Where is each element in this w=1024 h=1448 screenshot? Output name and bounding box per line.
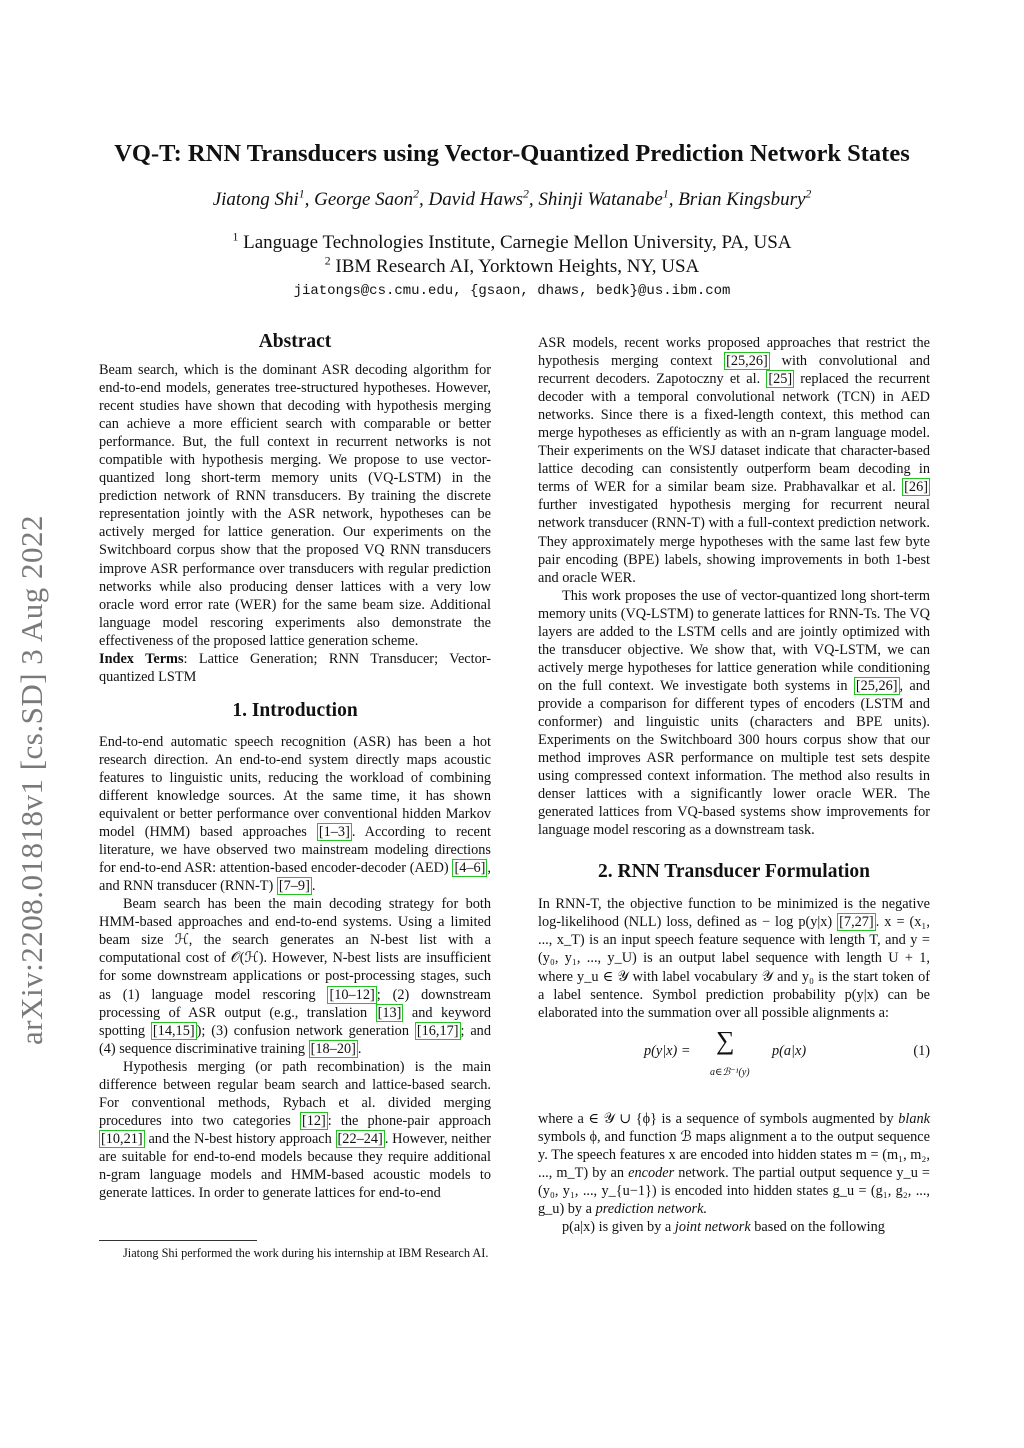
author-aff: 1 xyxy=(298,187,305,201)
rnnt-paragraph-3 xyxy=(538,1218,930,1236)
footnote-rule xyxy=(99,1240,257,1241)
text-span: In RNN-T, the objective function to be minimized is the negative log-likelihood (NLL) loss, defined as − log p(y|x) xyxy=(538,896,930,931)
text-span: and the N-best history approach xyxy=(144,1130,336,1147)
text-span: . xyxy=(311,878,316,895)
citation-link[interactable]: [10,21] xyxy=(101,1130,143,1147)
text-span: and keyword spotting xyxy=(99,1004,491,1039)
right-column xyxy=(538,334,930,1236)
author-aff: 2 xyxy=(523,187,529,201)
author-name: Brian Kingsbury xyxy=(678,189,806,210)
summation-subscript: a∈ℬ⁻¹(y) xyxy=(710,1066,750,1078)
author-name: David Haws xyxy=(428,189,524,210)
citation-link[interactable]: [1–3] xyxy=(318,824,350,841)
text-span: joint network xyxy=(674,1218,751,1235)
intro-paragraph-3 xyxy=(99,1058,491,1202)
author-name: Shinji Watanabe xyxy=(538,189,663,210)
rnnt-paragraph-2 xyxy=(538,1110,930,1218)
citation-link[interactable]: [14,15] xyxy=(152,1022,195,1039)
text-span: ; and (4) sequence discriminative training xyxy=(99,1022,491,1057)
text-span: . However, neither are suitable for end-to-end models because they require additional n-gram language models and HMM-based acoustic models to generate lattices. In order to generate lattices for end-to-end xyxy=(99,1130,491,1202)
author-name: George Saon xyxy=(314,189,414,210)
citation-link[interactable]: [12] xyxy=(301,1112,326,1129)
intro-paragraph-1 xyxy=(99,733,491,895)
equation-lhs: p(y|x) = xyxy=(644,1042,691,1059)
abstract-text: Beam search, which is the dominant ASR decoding algorithm for end-to-end models, generates tree-structured hypotheses. However, recent studies have shown that decoding with hypothesis merging can achieve a more efficient search with comparable or better performance. But, the full context in recurrent networks is not compatible with hypothesis merging. We propose to use vector-quantized long short-term memory units (VQ-LSTM) in the prediction network of RNN transducers. By training the discrete representation jointly with the ASR network, hypotheses can be actively merged for lattice generation. Our experiments on the Switchboard corpus show that the proposed VQ RNN transducers improve ASR performance over transducers with regular prediction networks while also producing denser lattices with a very low oracle word error rate (WER) for the same beam size. Additional language model rescoring experiments also demonstrate the effectiveness of the proposed lattice generation scheme. xyxy=(99,362,491,649)
text-span: symbols ϕ, and function ℬ maps alignment a to the output sequence y. The speech features x are encoded into hidden states m = (m₁, m₂, ..., m_T) by an xyxy=(538,1128,930,1181)
contribution-paragraph xyxy=(538,587,930,840)
text-span: ); (3) confusion network generation xyxy=(196,1022,415,1039)
text-span: encoder xyxy=(628,1164,675,1181)
left-column xyxy=(99,330,491,1202)
text-span: prediction network. xyxy=(595,1200,708,1217)
equation-1 xyxy=(538,1025,930,1098)
author-aff: 2 xyxy=(413,187,420,201)
text-span: : the phone-pair approach xyxy=(327,1112,491,1129)
paper-title: VQ-T: RNN Transducers using Vector-Quantized Prediction Network States xyxy=(114,140,910,167)
citation-link[interactable]: [26] xyxy=(904,479,928,496)
citation-link[interactable]: [16,17] xyxy=(416,1022,459,1039)
rnnt-heading: 2. RNN Transducer Formulation xyxy=(598,861,870,883)
text-span: , and RNN transducer (RNN-T) xyxy=(99,860,491,895)
affiliation-text: IBM Research AI, Yorktown Heights, NY, USA xyxy=(335,256,700,277)
affiliation-1 xyxy=(0,232,1024,254)
author-list: Jiatong Shi$^1$, George Saon$^2$, David Haws$^2$, Shinji Watanabe$^1$, Brian Kingsbury$^2$ xyxy=(212,187,812,210)
text-span: with convolutional and recurrent decoders. Zapotoczny et al. xyxy=(538,353,930,388)
footnote: Jiatong Shi performed the work during his internship at IBM Research AI. xyxy=(123,1246,489,1260)
text-span: Hypothesis merging (or path recombination) is the main difference between regular beam search and lattice-based search. For conventional methods, Rybach et al. divided merging procedures into two categories xyxy=(99,1058,491,1129)
text-span: p(a|x) is given by a xyxy=(562,1218,675,1235)
citation-link[interactable]: [13] xyxy=(377,1004,402,1021)
text-span: replaced the recurrent decoder with a temporal convolutional network (TCN) in AED networks. Since there is a fixed-length context, this method can merge hypotheses as efficiently as with an n-gram language model. Their experiments on the WSJ dataset indicate that character-based lattice decoding can consistently outperform beam decoding in terms of WER for a similar beam size. Prabhavalkar et al. xyxy=(538,371,930,496)
text-span: based on the following xyxy=(750,1218,885,1235)
related-work-paragraph xyxy=(538,334,930,587)
index-terms-label: Index Terms xyxy=(99,650,184,667)
intro-paragraph-2 xyxy=(99,895,491,1057)
text-span: . x = (x₁, ..., x_T) is an input speech feature sequence with length T, and y = (y₀, y₁, ..., y_U) is an output label sequence with length U + 1, where y_u ∈ 𝒴 with label vocabulary 𝒴 and y₀ is the start token of a label sentence. Symbol prediction probability p(y|x) can be elaborated into the summation over all possible alignments a: xyxy=(538,914,930,1021)
text-span: ; (2) downstream processing of ASR output (e.g., translation xyxy=(99,986,491,1021)
author-emails: jiatongs@cs.cmu.edu, {gsaon, dhaws, bedk}@us.ibm.com xyxy=(293,283,731,299)
citation-link[interactable]: [10–12] xyxy=(329,986,375,1003)
intro-heading: 1. Introduction xyxy=(232,699,358,721)
citation-link[interactable]: [22–24] xyxy=(337,1130,383,1147)
citation-link[interactable]: [18–20] xyxy=(310,1040,356,1057)
author-name: Jiatong Shi xyxy=(212,189,299,210)
index-terms xyxy=(99,650,491,686)
affiliation-num: 1 xyxy=(232,230,239,244)
summation-symbol: ∑ xyxy=(716,1025,735,1055)
rnnt-paragraph-1 xyxy=(538,895,930,1021)
author-aff: 1 xyxy=(662,187,669,201)
arxiv-id-text: arXiv:2208.01818v1 [cs.SD] 3 Aug 2022 xyxy=(14,515,49,1045)
text-span: . According to recent literature, we have observed two mainstream modeling directions for end-to-end ASR: attention-based encoder-decoder (AED) xyxy=(99,824,492,877)
text-span: End-to-end automatic speech recognition (ASR) has been a hot research direction. An end-to-end system directly maps acoustic features to linguistic units, reducing the workload of combining different knowledge sources. At the same time, it has shown equivalent or better performance over conventional hidden Markov model (HMM) based approaches xyxy=(99,733,491,841)
author-aff: 2 xyxy=(805,187,812,201)
text-span: This work proposes the use of vector-quantized long short-term memory units (VQ-LSTM) to generate lattices for RNN-Ts. The VQ layers are added to the LSTM cells and are jointly optimized with the transducer objective. We show that, with VQ-LSTM, we can actively merge hypotheses for lattice generation while conditioning on the full context. We investigate both systems in xyxy=(538,587,930,694)
text-span: ASR models, recent works proposed approaches that restrict the hypothesis merging context xyxy=(538,335,930,370)
text-span: where a ∈ 𝒴 ∪ {ϕ} is a sequence of symbols augmented by xyxy=(538,1110,899,1127)
text-span: network. The partial output sequence y_u = (y₀, y₁, ..., y_{u−1}) is encoded into hidden states g_u = (g₁, g₂, ..., g_u) by a xyxy=(538,1164,930,1217)
index-terms-text: : Lattice Generation; RNN Transducer; Vector-quantized LSTM xyxy=(99,650,491,685)
equation-rhs: p(a|x) xyxy=(772,1042,807,1059)
affiliation-num: 2 xyxy=(324,254,331,268)
citation-link[interactable]: [25,26] xyxy=(855,677,898,694)
text-span: blank xyxy=(898,1110,930,1127)
affiliation-2 xyxy=(0,256,1024,278)
citation-link[interactable]: [25] xyxy=(768,371,793,388)
abstract-heading: Abstract xyxy=(258,331,332,352)
text-span: further investigated hypothesis merging for recurrent neural network transducer (RNN-T) with a full-context prediction network. They approximately merge hypotheses with the same last few byte pair encoding (BPE) labels, showing improvements in both 1-best and oracle WER. xyxy=(538,497,930,586)
text-span: . xyxy=(357,1040,362,1057)
citation-link[interactable]: [4–6] xyxy=(454,860,486,877)
citation-link[interactable]: [25,26] xyxy=(726,353,768,370)
equation-number: (1) xyxy=(913,1042,930,1059)
text-span: , and provide a comparison for different types of encoders (LSTM and conformer) and linguistic units (characters and BPE units). Experiments on the Switchboard 300 hours corpus show that our method improves ASR performance on multiple test sets despite using compressed context information. The method also results in denser lattices with a significantly lower oracle WER. The generated lattices from VQ-based systems show improvements for language model rescoring as a downstream task. xyxy=(538,677,930,839)
affiliation-text: Language Technologies Institute, Carnegie Mellon University, PA, USA xyxy=(243,232,792,253)
text-span: Beam search has been the main decoding strategy for both HMM-based approaches and end-to-end systems. Using a limited beam size ℋ, the search generates an N-best list with a computational cost of 𝒪(ℋ). However, N-best lists are insufficient for some downstream applications or post-processing stages, such as (1) language model rescoring xyxy=(99,896,491,1003)
citation-link[interactable]: [7,27] xyxy=(839,914,874,931)
citation-link[interactable]: [7–9] xyxy=(278,878,310,895)
